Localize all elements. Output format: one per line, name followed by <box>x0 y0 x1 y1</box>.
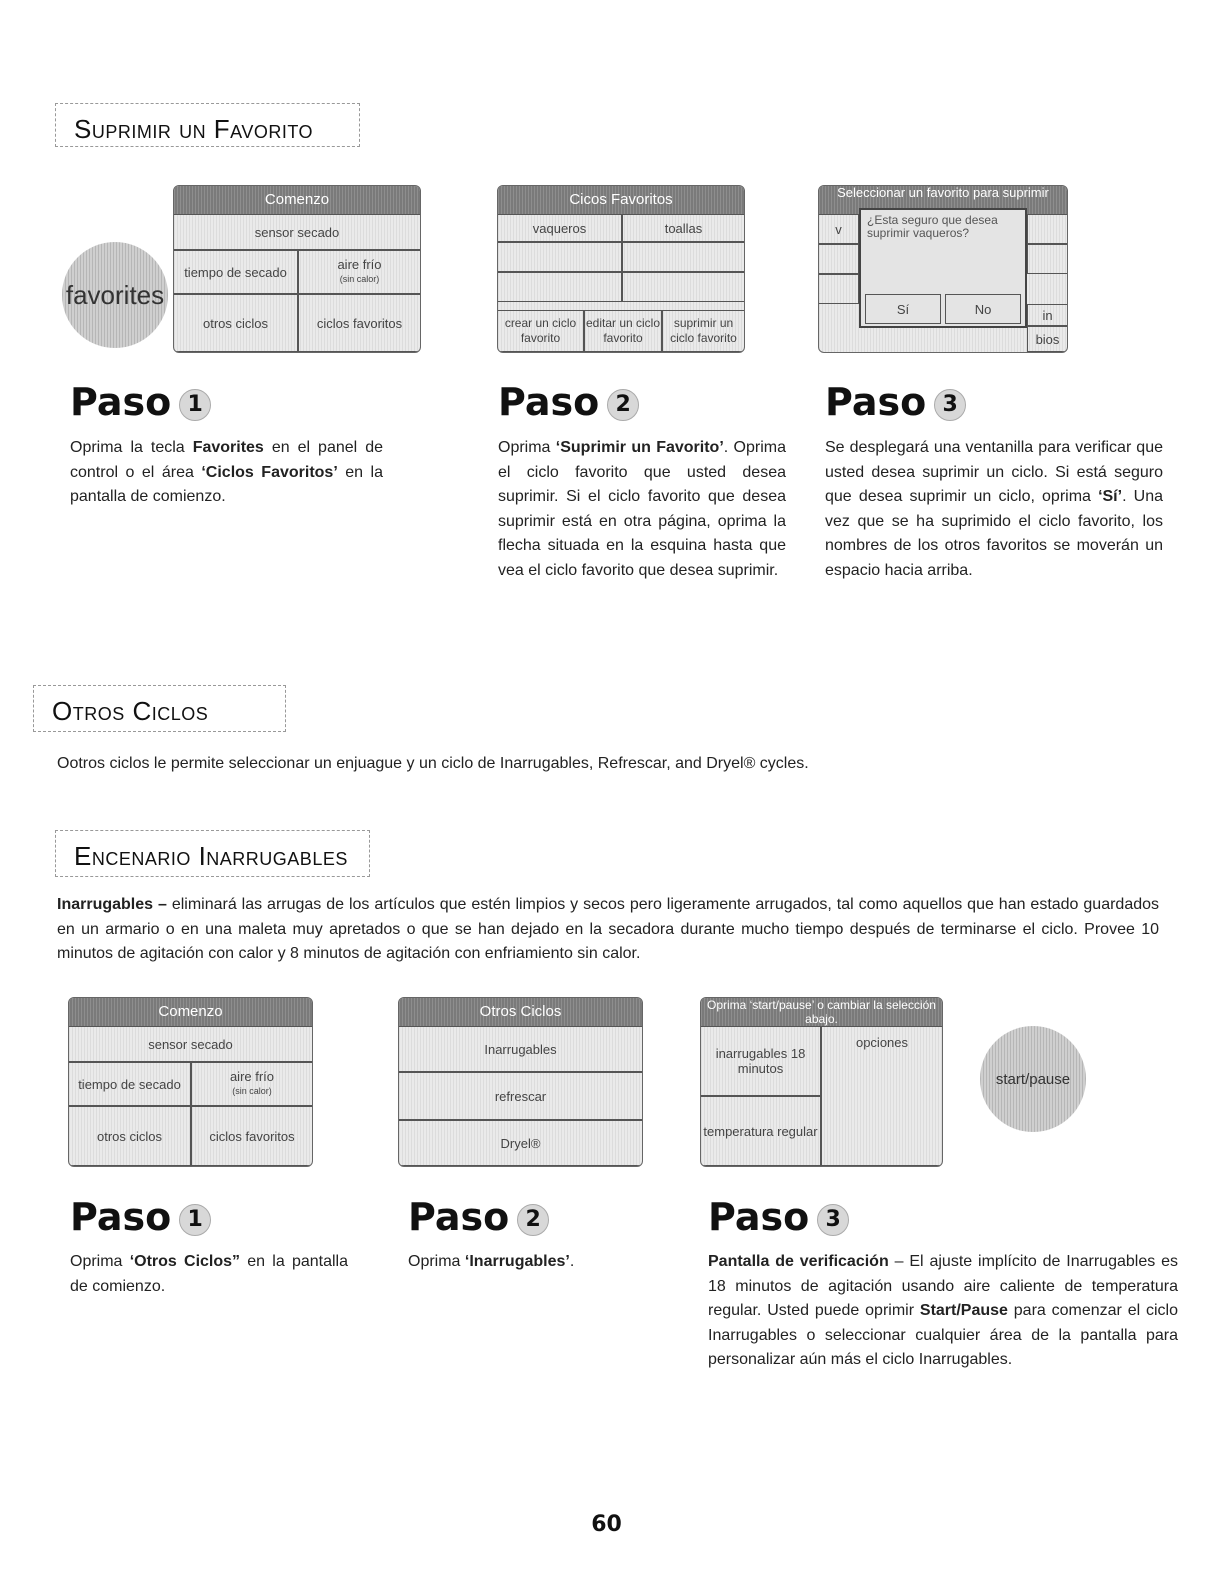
side-slot: v <box>819 214 859 244</box>
otros-intro: Ootros ciclos le permite seleccionar un enjuague y un ciclo de Inarrugables, Refrescar, and Dryel® cycles. <box>57 755 809 772</box>
ciclos-favoritos-button[interactable]: ciclos favoritos <box>298 294 420 352</box>
verification-screen <box>700 997 943 1167</box>
confirm-message: ¿Esta seguro que desea suprimir vaqueros? <box>867 213 998 240</box>
step-3-text: Se desplegará una ventanilla para verificar que usted desea suprimir un ciclo. Si está seguro que desea suprimir un ciclo, oprima ‘Sí’. Una vez que se ha suprimido el ciclo favorito, los nombres de los otros favoritos se moverán un espacio hacia arriba. <box>825 439 1163 579</box>
paso-3-heading: Paso 3 <box>825 380 966 424</box>
otros-ciclos-button[interactable]: otros ciclos <box>174 294 298 352</box>
aire-frio-button[interactable] <box>298 250 420 294</box>
start-screen <box>173 185 421 353</box>
tiempo-secado-button[interactable]: tiempo de secado <box>174 250 298 294</box>
section-title-suprimir: Suprimir un Favorito <box>55 103 360 147</box>
tiempo-secado-button[interactable]: tiempo de secado <box>69 1062 191 1106</box>
screen-header: Cicos Favoritos <box>498 186 744 214</box>
ciclos-favoritos-button[interactable]: ciclos favoritos <box>191 1106 312 1166</box>
confirm-dialog <box>859 208 1027 328</box>
favorites-button[interactable] <box>62 242 168 348</box>
temperatura-regular-button[interactable]: temperatura regular <box>701 1096 821 1166</box>
aire-frio-button[interactable] <box>191 1062 312 1106</box>
delete-confirm-screen <box>818 185 1068 353</box>
editar-favorito-button[interactable]: editar un ciclo favorito <box>584 310 662 352</box>
step-1-text: Oprima la tecla Favorites en el panel de control o el área ‘Ciclos Favoritos’ en la pantalla de comienzo. <box>70 439 384 505</box>
empty-slot <box>622 272 744 302</box>
empty-slot <box>498 242 622 272</box>
favorites-screen <box>497 185 745 353</box>
inarrugables-body: Inarrugables – eliminará las arrugas de los artículos que estén limpios y secos pero ligeramente arrugados, tal como aquellos que han estado guardados en un armario o en una maleta muy apretados o que se han dejado en la secadora durante mucho tiempo después de terminarse el ciclo. Provee 10 minutos de agitación con calor y 8 minutos de agitación con enfriamiento sin calor. <box>57 896 1160 962</box>
side-slot: bios <box>1027 326 1067 352</box>
aire-frio-label: aire frío <box>229 1069 275 1084</box>
step-2-text-bottom: Oprima ‘Inarrugables’. <box>408 1253 575 1270</box>
no-button[interactable]: No <box>945 294 1021 324</box>
page-number: 60 <box>591 1512 622 1537</box>
side-slot <box>819 274 859 304</box>
screen-header: Otros Ciclos <box>399 998 642 1026</box>
inarrugables-18-button[interactable]: inarrugables 18 minutos <box>701 1026 821 1096</box>
suprimir-favorito-button[interactable]: suprimir un ciclo favorito <box>662 310 744 352</box>
aire-frio-label: aire frío <box>337 257 382 272</box>
start-screen-bottom <box>68 997 313 1167</box>
screen-header: Comenzo <box>69 998 312 1026</box>
otros-ciclos-button[interactable]: otros ciclos <box>69 1106 191 1166</box>
screen-header: Seleccionar un favorito para suprimir <box>819 186 1067 214</box>
step-number: 2 <box>517 1204 549 1236</box>
empty-slot <box>622 242 744 272</box>
start-pause-button[interactable] <box>980 1026 1086 1132</box>
section-title-otros: Otros Ciclos <box>33 685 286 732</box>
step-number: 1 <box>179 1204 211 1236</box>
inarrugables-button[interactable]: Inarrugables <box>399 1026 642 1072</box>
step-1-text-bottom: Oprima ‘Otros Ciclos” en la pantalla de comienzo. <box>70 1253 349 1295</box>
step-number: 3 <box>817 1204 849 1236</box>
empty-slot <box>498 272 622 302</box>
sensor-secado-button[interactable]: sensor secado <box>174 214 420 250</box>
step-number: 3 <box>934 389 966 421</box>
paso-1-heading-bottom: Paso 1 <box>70 1195 211 1239</box>
paso-2-heading: Paso 2 <box>498 380 639 424</box>
otros-ciclos-screen <box>398 997 643 1167</box>
step-number: 2 <box>607 389 639 421</box>
paso-1-heading: Paso 1 <box>70 380 211 424</box>
section-title-inarrugables: Encenario Inarrugables <box>55 830 370 877</box>
step-3-text-bottom: Pantalla de verificación – El ajuste implícito de Inarrugables es 18 minutos de agitación usando aire caliente de temperatura regular. Usted puede oprimir Start/Pause para comenzar el ciclo Inarrugables o seleccionar cualquier área de la pantalla para personalizar aún más el ciclo Inarrugables. <box>708 1253 1179 1368</box>
sensor-secado-button[interactable]: sensor secado <box>69 1026 312 1062</box>
side-slot <box>1027 244 1067 274</box>
screen-header: Comenzo <box>174 186 420 214</box>
step-2-text: Oprima ‘Suprimir un Favorito’. Oprima el ciclo favorito que usted desea suprimir. Si el ciclo favorito que desea suprimir está en otra página, oprima la flecha situada en la esquina hasta que vea el ciclo favorito que desea suprimir. <box>498 439 787 579</box>
paso-2-heading-bottom: Paso 2 <box>408 1195 549 1239</box>
side-slot <box>1027 214 1067 244</box>
aire-frio-sub: (sin calor) <box>232 1086 272 1096</box>
screen-header: Oprima ‘start/pause’ o cambiar la selección abajo. <box>701 998 942 1026</box>
crear-favorito-button[interactable]: crear un ciclo favorito <box>498 310 584 352</box>
vaqueros-button[interactable]: vaqueros <box>498 214 622 242</box>
dryel-button[interactable]: Dryel® <box>399 1120 642 1166</box>
step-number: 1 <box>179 389 211 421</box>
start-pause-label: start/pause <box>995 1070 1071 1088</box>
paso-3-heading-bottom: Paso 3 <box>708 1195 849 1239</box>
side-slot: in <box>1027 304 1067 326</box>
favorites-label: favorites <box>65 279 165 310</box>
opciones-button[interactable]: opciones <box>821 1026 942 1166</box>
aire-frio-sub: (sin calor) <box>339 274 380 284</box>
side-slot <box>819 244 859 274</box>
refrescar-button[interactable]: refrescar <box>399 1072 642 1120</box>
toallas-button[interactable]: toallas <box>622 214 744 242</box>
yes-button[interactable]: Sí <box>865 294 941 324</box>
